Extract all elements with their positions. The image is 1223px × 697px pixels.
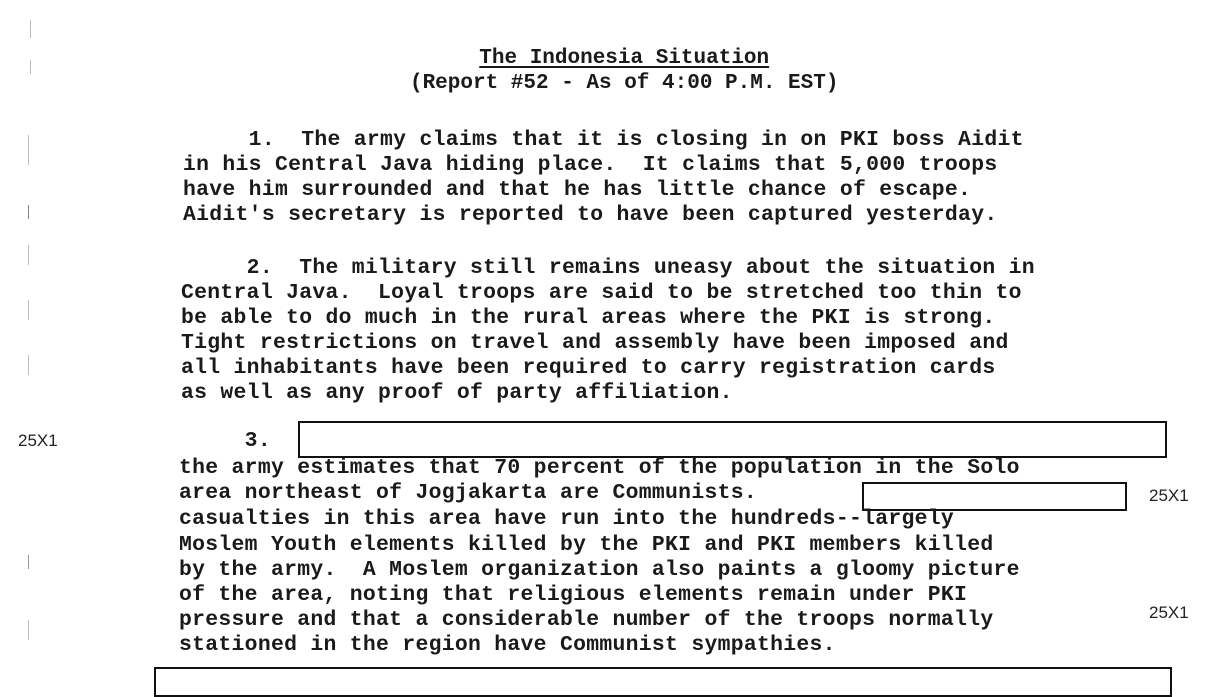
margin-tick [28,135,29,165]
paragraph-2-line-1: 2. The military still remains uneasy about the situation in [181,256,1035,280]
paragraph-3-line-5: Moslem Youth elements killed by the PKI and PKI members killed [179,533,994,557]
margin-tick [28,245,29,265]
margin-tick [28,355,29,375]
document-title-text: The Indonesia Situation [479,47,770,70]
paragraph-3-line-7: of the area, noting that religious elements remain under PKI [179,583,968,607]
document-subtitle [0,49,1223,118]
redaction-box [298,421,1167,458]
exemption-code: 25X1 [18,431,58,450]
exemption-code: 25X1 [1149,486,1189,505]
paragraph-1-line-4: Aidit's secretary is reported to have been captured yesterday. [183,203,998,227]
paragraph-1-line-2: in his Central Java hiding place. It claims that 5,000 troops [183,153,998,177]
paragraph-2-line-6: as well as any proof of party affiliation. [181,381,733,405]
paragraph-2-line-5: all inhabitants have been required to carry registration cards [181,356,996,380]
paragraph-3-line-6: by the army. A Moslem organization also paints a gloomy picture [179,558,1020,582]
paragraph-3-line-2: the army estimates that 70 percent of the population in the Solo [179,456,1020,480]
exemption-code: 25X1 [1149,603,1189,622]
margin-tick [28,300,29,320]
paragraph-3-line-1: 3. [179,429,271,453]
paragraph-3-line-8: pressure and that a considerable number of the troops normally [179,608,994,632]
document-subtitle-text: (Report #52 - As of 4:00 P.M. EST) [409,72,839,95]
margin-tick [28,205,29,219]
paragraph-3-line-4: casualties in this area have run into the hundreds--largely [179,507,955,531]
paragraph-1-line-3: have him surrounded and that he has little chance of escape. [183,178,972,202]
paragraph-3-line-3: area northeast of Jogjakarta are Communists. [179,481,758,505]
paragraph-1-line-1: 1. The army claims that it is closing in on PKI boss Aidit [183,128,1024,152]
paragraph-2-line-2: Central Java. Loyal troops are said to be stretched too thin to [181,281,1022,305]
margin-tick [28,620,29,640]
paragraph-3-line-9: stationed in the region have Communist sympathies. [179,633,836,657]
redaction-box [154,667,1172,697]
margin-tick [28,555,29,569]
paragraph-2-line-4: Tight restrictions on travel and assembly have been imposed and [181,331,1009,355]
paragraph-2-line-3: be able to do much in the rural areas where the PKI is strong. [181,306,996,330]
